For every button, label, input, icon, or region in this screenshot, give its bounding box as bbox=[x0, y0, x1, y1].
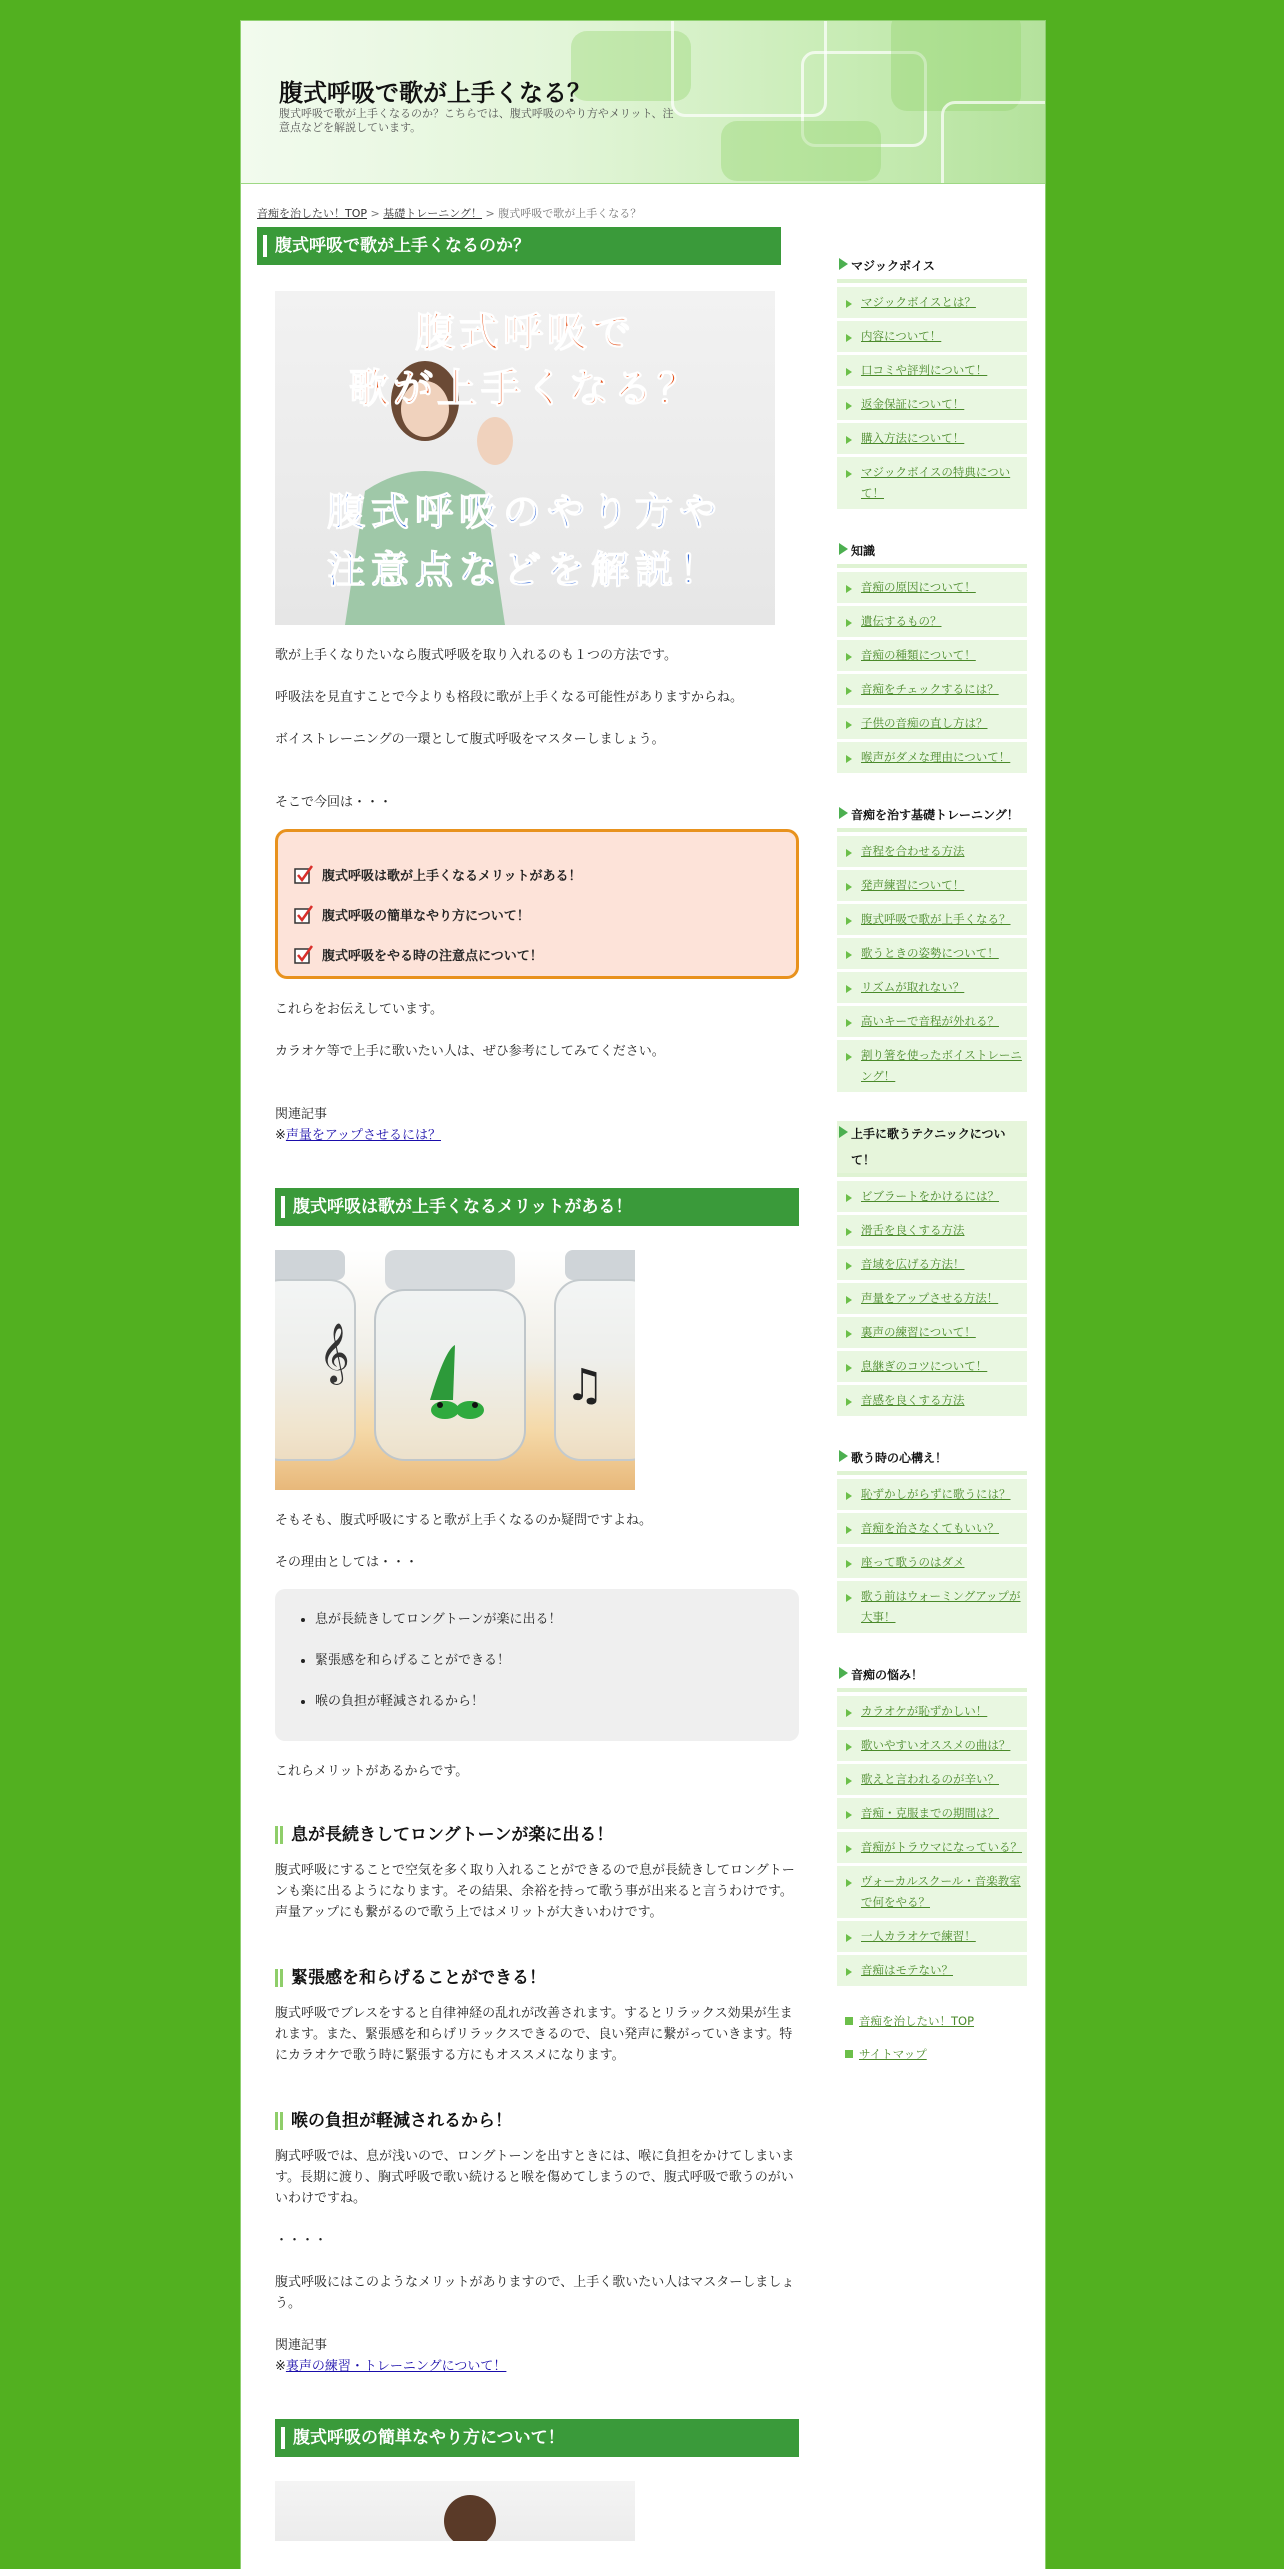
sidebar-link[interactable]: 座って歌うのはダメ bbox=[837, 1547, 1027, 1581]
sidebar-link[interactable]: 腹式呼吸で歌が上手くなる？ bbox=[837, 904, 1027, 938]
sidebar-link[interactable]: 音域を広げる方法！ bbox=[837, 1249, 1027, 1283]
sidebar-link[interactable]: 高いキーで音程が外れる？ bbox=[837, 1006, 1027, 1040]
jar-illustration bbox=[275, 1250, 635, 1490]
sidebar-link[interactable]: マジックボイスとは？ bbox=[837, 287, 1027, 321]
hero-text-line1: 腹式呼吸で bbox=[415, 310, 635, 356]
paragraph: 腹式呼吸にすることで空気を多く取り入れることができるので息が長続きしてロングトーンも楽に出るようになります。その結果、余裕を持って歌う事が出来ると言うわけです。声量アップにも繋がるので歌う上ではメリットが大きいわけです。 bbox=[275, 1863, 795, 1920]
merit-list bbox=[299, 1611, 799, 1734]
sidebar-link[interactable]: 滑舌を良くする方法 bbox=[837, 1215, 1027, 1249]
paragraph: 呼吸法を見直すことで今よりも格段に歌が上手くなる可能性がありますからね。 bbox=[275, 690, 744, 705]
sidebar-link[interactable]: 音痴がトラウマになっている？ bbox=[837, 1832, 1027, 1866]
paragraph: カラオケ等で上手に歌いたい人は、ぜひ参考にしてみてください。 bbox=[275, 1044, 665, 1059]
sidebar-link[interactable]: 喉声がダメな理由について！ bbox=[837, 742, 1027, 776]
sidebar-link[interactable]: 歌いやすいオススメの曲は？ bbox=[837, 1730, 1027, 1764]
sidebar-link[interactable]: 歌うときの姿勢について！ bbox=[837, 938, 1027, 972]
sidebar-link[interactable]: マジックボイスの特典について！ bbox=[837, 457, 1027, 512]
breadcrumb-separator: > bbox=[482, 207, 499, 220]
checklist-text: 腹式呼吸をやる時の注意点について！ bbox=[322, 948, 543, 964]
site-description: 腹式呼吸で歌が上手くなるのか？こちらでは、腹式呼吸のやり方やメリット、注意点などを解説しています。 bbox=[279, 107, 674, 134]
sidebar-section bbox=[837, 253, 1027, 512]
sidebar-link[interactable]: 声量をアップさせる方法！ bbox=[837, 1283, 1027, 1317]
checklist-item bbox=[294, 934, 796, 974]
sidebar-footer-links bbox=[837, 2011, 1027, 2077]
sidebar-link[interactable]: 返金保証について！ bbox=[837, 389, 1027, 423]
sidebar-link[interactable]: 音痴をチェックするには？ bbox=[837, 674, 1027, 708]
sidebar-section bbox=[837, 538, 1027, 776]
related-label: 関連記事 bbox=[275, 2338, 328, 2353]
section-heading-merit: 腹式呼吸は歌が上手くなるメリットがある！ bbox=[275, 1188, 799, 1226]
paragraph: これらをお伝えしています。 bbox=[275, 1002, 443, 1017]
jar-image bbox=[275, 1250, 635, 1490]
hero-text-line4: 注意点などを解説！ bbox=[326, 548, 723, 592]
subheading-throat: 喉の負担が軽減されるから！ bbox=[275, 2108, 781, 2134]
paragraph: 胸式呼吸では、息が浅いので、ロングトーンを出すときには、喉に負担をかけてしまいます。長期に渡り、胸式呼吸で歌い続けると喉を傷めてしまうので、腹式呼吸で歌うのがいいわけですね。 bbox=[275, 2149, 795, 2206]
breadcrumb-category-link[interactable]: 基礎トレーニング！ bbox=[383, 207, 483, 220]
paragraph: ボイストレーニングの一環として腹式呼吸をマスターしましょう。 bbox=[275, 732, 665, 747]
sidebar-section bbox=[837, 1662, 1027, 1989]
sidebar-link[interactable]: 恥ずかしがらずに歌うには？ bbox=[837, 1479, 1027, 1513]
sidebar-section bbox=[837, 802, 1027, 1095]
header-decoration bbox=[941, 101, 1045, 184]
checkmark-icon bbox=[294, 944, 314, 964]
related-label: 関連記事 bbox=[275, 1107, 328, 1122]
checkmark-icon bbox=[294, 904, 314, 924]
svg-text:𝄞: 𝄞 bbox=[319, 1323, 350, 1383]
sidebar-link[interactable]: 音痴はモテない？ bbox=[837, 1955, 1027, 1989]
sidebar-link[interactable]: 音感を良くする方法 bbox=[837, 1385, 1027, 1419]
sidebar-section-title: 音痴を治す基礎トレーニング！ bbox=[837, 802, 1027, 832]
sidebar-link[interactable]: 息継ぎのコツについて！ bbox=[837, 1351, 1027, 1385]
hero-text-line2: 歌が上手くなる？ bbox=[349, 366, 701, 412]
sidebar-section-title: 上手に歌うテクニックについて！ bbox=[837, 1121, 1027, 1177]
checklist-item bbox=[294, 894, 796, 934]
breadcrumb bbox=[257, 205, 641, 221]
sidebar-link[interactable]: 歌えと言われるのが辛い？ bbox=[837, 1764, 1027, 1798]
sidebar-link[interactable]: 音痴の原因について！ bbox=[837, 572, 1027, 606]
paragraph: その理由としては・・・ bbox=[275, 1555, 419, 1570]
sidebar-footer-link[interactable]: サイトマップ bbox=[837, 2044, 1027, 2077]
sidebar-link[interactable]: 発声練習について！ bbox=[837, 870, 1027, 904]
sidebar-section-title: マジックボイス bbox=[837, 253, 1027, 283]
list-item: • 喉の負担が軽減されるから！ bbox=[315, 1693, 799, 1734]
list-item: • 息が長続きしてロングトーンが楽に出る！ bbox=[315, 1611, 799, 1652]
related-prefix: ※ bbox=[275, 1128, 286, 1143]
related-prefix: ※ bbox=[275, 2359, 286, 2374]
paragraph: 腹式呼吸でブレスをすると自律神経の乱れが改善されます。するとリラックス効果が生まれます。また、緊張感を和らげリラックスできるので、良い発声に繋がっていきます。特にカラオケで歌う時に緊張する方にもオススメになります。 bbox=[275, 2006, 793, 2063]
article-title: 腹式呼吸で歌が上手くなるのか？ bbox=[257, 227, 781, 265]
sidebar-footer-link[interactable]: 音痴を治したい！TOP bbox=[837, 2011, 1027, 2044]
sidebar-link[interactable]: 子供の音痴の直し方は？ bbox=[837, 708, 1027, 742]
breadcrumb-current: 腹式呼吸で歌が上手くなる？ bbox=[498, 207, 642, 220]
checklist-text: 腹式呼吸の簡単なやり方について！ bbox=[322, 908, 530, 924]
sidebar-section-title: 音痴の悩み！ bbox=[837, 1662, 1027, 1692]
sidebar-link[interactable]: 購入方法について！ bbox=[837, 423, 1027, 457]
hero-image bbox=[275, 291, 775, 625]
breadcrumb-separator: > bbox=[367, 207, 384, 220]
ellipsis-text: ・・・・ bbox=[275, 2233, 328, 2248]
sidebar-link[interactable]: 内容について！ bbox=[837, 321, 1027, 355]
header-decoration bbox=[721, 121, 881, 181]
sidebar bbox=[837, 227, 1027, 2077]
svg-text:♫: ♫ bbox=[565, 1360, 605, 1411]
paragraph: そもそも、腹式呼吸にすると歌が上手くなるのか疑問ですよね。 bbox=[275, 1513, 653, 1528]
paragraph: 歌が上手くなりたいなら腹式呼吸を取り入れるのも１つの方法です。 bbox=[275, 648, 677, 663]
person-illustration bbox=[275, 2481, 635, 2541]
howto-image bbox=[275, 2481, 635, 2541]
sidebar-section bbox=[837, 1121, 1027, 1419]
page-container bbox=[240, 20, 1046, 2569]
related-link-falsetto[interactable]: 裏声の練習・トレーニングについて！ bbox=[285, 2359, 507, 2374]
checkmark-icon bbox=[294, 864, 314, 884]
paragraph: そこで今回は・・・ bbox=[275, 795, 393, 810]
merit-list-box bbox=[275, 1589, 799, 1741]
sidebar-link[interactable]: 音痴の種類について！ bbox=[837, 640, 1027, 674]
checklist-text: 腹式呼吸は歌が上手くなるメリットがある！ bbox=[322, 868, 582, 884]
subheading-long-tone: 息が長続きしてロングトーンが楽に出る！ bbox=[275, 1822, 781, 1848]
sidebar-link[interactable]: リズムが取れない？ bbox=[837, 972, 1027, 1006]
related-article bbox=[275, 2356, 781, 2377]
summary-checklist bbox=[275, 829, 799, 979]
list-item: • 緊張感を和らげることができる！ bbox=[315, 1652, 799, 1693]
subheading-relax: 緊張感を和らげることができる！ bbox=[275, 1965, 781, 1991]
sidebar-link[interactable]: 口コミや評判について！ bbox=[837, 355, 1027, 389]
site-title[interactable]: 腹式呼吸で歌が上手くなる？ bbox=[279, 79, 591, 107]
related-link-volume[interactable]: 声量をアップさせるには？ bbox=[285, 1128, 441, 1143]
sidebar-section-title: 知識 bbox=[837, 538, 1027, 568]
paragraph: これらメリットがあるからです。 bbox=[275, 1764, 469, 1779]
sidebar-link[interactable]: ビブラートをかけるには？ bbox=[837, 1181, 1027, 1215]
sidebar-link[interactable]: 割り箸を使ったボイストレーニング！ bbox=[837, 1040, 1027, 1095]
sidebar-section bbox=[837, 1445, 1027, 1636]
main-content bbox=[257, 227, 795, 2541]
sidebar-link[interactable]: カラオケが恥ずかしい！ bbox=[837, 1696, 1027, 1730]
sidebar-link[interactable]: 音痴を治さなくてもいい？ bbox=[837, 1513, 1027, 1547]
site-header bbox=[241, 21, 1045, 184]
sidebar-link[interactable]: 遺伝するもの？ bbox=[837, 606, 1027, 640]
related-article bbox=[275, 1125, 781, 1146]
section-heading-howto: 腹式呼吸の簡単なやり方について！ bbox=[275, 2419, 799, 2457]
header-decoration bbox=[891, 21, 1021, 111]
paragraph: 腹式呼吸にはこのようなメリットがありますので、上手く歌いたい人はマスターしましょう。 bbox=[275, 2275, 795, 2311]
checklist-item bbox=[294, 854, 796, 894]
sidebar-link[interactable]: 歌う前はウォーミングアップが大事！ bbox=[837, 1581, 1027, 1636]
breadcrumb-home-link[interactable]: 音痴を治したい！TOP bbox=[257, 207, 368, 220]
sidebar-link[interactable]: 音程を合わせる方法 bbox=[837, 836, 1027, 870]
hero-text-line3: 腹式呼吸のやり方や bbox=[326, 490, 723, 534]
sidebar-link[interactable]: ヴォーカルスクール・音楽教室で何をやる？ bbox=[837, 1866, 1027, 1921]
sidebar-link[interactable]: 音痴・克服までの期間は？ bbox=[837, 1798, 1027, 1832]
sidebar-link[interactable]: 一人カラオケで練習！ bbox=[837, 1921, 1027, 1955]
sidebar-section-title: 歌う時の心構え！ bbox=[837, 1445, 1027, 1475]
sidebar-link[interactable]: 裏声の練習について！ bbox=[837, 1317, 1027, 1351]
